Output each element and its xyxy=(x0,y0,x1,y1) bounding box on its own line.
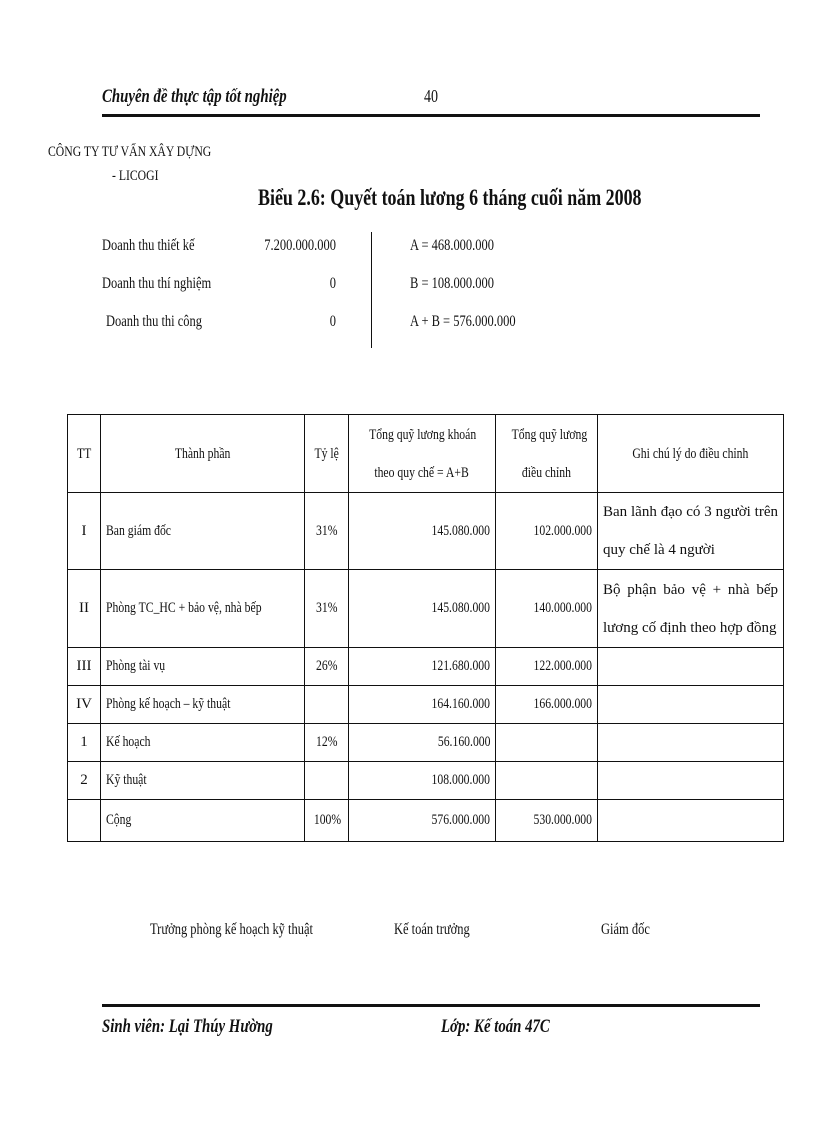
calc-a: A = 468.000.000 xyxy=(410,237,495,254)
cell-khoan: 164.160.000 xyxy=(349,686,496,724)
cell-khoan: 108.000.000 xyxy=(349,762,496,800)
table-row xyxy=(68,724,784,762)
table-row xyxy=(68,493,784,570)
col-header-thanh-phan: Thành phần xyxy=(101,415,305,493)
cell-ty-le: 26% xyxy=(305,648,349,686)
cell-khoan: 576.000.000 xyxy=(349,800,496,842)
col-header-tt: TT xyxy=(68,415,101,493)
revenue-value: 0 xyxy=(329,313,336,330)
revenue-label: Doanh thu thiết kế xyxy=(102,237,195,254)
cell-ghi-chu xyxy=(598,724,784,762)
cell-dieu-chinh: 530.000.000 xyxy=(496,800,598,842)
cell-dieu-chinh: 166.000.000 xyxy=(496,686,598,724)
header-rule xyxy=(102,114,760,117)
footer-student: Sinh viên: Lại Thúy Hường xyxy=(102,1016,273,1037)
cell-tt: III xyxy=(68,648,101,686)
cell-tt: I xyxy=(68,493,101,570)
salary-settlement-table xyxy=(67,414,784,842)
cell-tt: IV xyxy=(68,686,101,724)
cell-ty-le xyxy=(305,762,349,800)
cell-dieu-chinh: 140.000.000 xyxy=(496,570,598,648)
cell-tt: 2 xyxy=(68,762,101,800)
cell-ty-le: 100% xyxy=(305,800,349,842)
cell-khoan: 145.080.000 xyxy=(349,570,496,648)
cell-thanh-phan: Ban giám đốc xyxy=(101,493,305,570)
revenue-divider xyxy=(371,232,372,348)
table-total-row xyxy=(68,800,784,842)
table-row xyxy=(68,648,784,686)
cell-khoan: 145.080.000 xyxy=(349,493,496,570)
company-name: CÔNG TY TƯ VẤN XÂY DỰNG xyxy=(48,144,212,160)
cell-thanh-phan: Phòng kế hoạch – kỹ thuật xyxy=(101,686,305,724)
table-row xyxy=(68,570,784,648)
calc-sum: A + B = 576.000.000 xyxy=(410,313,516,330)
document-title: Biểu 2.6: Quyết toán lương 6 tháng cuối năm 2008 xyxy=(258,185,642,210)
cell-tt xyxy=(68,800,101,842)
cell-ghi-chu xyxy=(598,648,784,686)
table-header-row xyxy=(68,415,784,493)
cell-ty-le: 12% xyxy=(305,724,349,762)
cell-thanh-phan: Kế hoạch xyxy=(101,724,305,762)
cell-thanh-phan: Phòng TC_HC + bảo vệ, nhà bếp xyxy=(101,570,305,648)
cell-ghi-chu: Bộ phận bảo vệ + nhà bếp lương cố định theo hợp đồng xyxy=(598,570,784,648)
cell-dieu-chinh: 102.000.000 xyxy=(496,493,598,570)
company-subname: - LICOGI xyxy=(112,168,159,184)
cell-thanh-phan: Cộng xyxy=(101,800,305,842)
revenue-label: Doanh thu thi công xyxy=(106,313,203,330)
revenue-value: 0 xyxy=(329,275,336,292)
col-header-ty-le: Tỷ lệ xyxy=(305,415,349,493)
footer-class: Lớp: Kế toán 47C xyxy=(441,1016,550,1037)
cell-dieu-chinh xyxy=(496,724,598,762)
col-header-ghi-chu: Ghi chú lý do điều chỉnh xyxy=(598,415,784,493)
signature-chief-accountant: Kế toán trưởng xyxy=(394,921,470,938)
footer-rule xyxy=(102,1004,760,1007)
cell-khoan: 121.680.000 xyxy=(349,648,496,686)
revenue-label: Doanh thu thí nghiệm xyxy=(102,275,212,292)
cell-tt: 1 xyxy=(68,724,101,762)
calc-b: B = 108.000.000 xyxy=(410,275,495,292)
col-header-quy-luong-dieu-chinh: Tổng quỹ lương điều chỉnh xyxy=(496,415,598,493)
cell-ghi-chu: Ban lãnh đạo có 3 người trên quy chế là 4 người xyxy=(598,493,784,570)
table-row xyxy=(68,762,784,800)
cell-tt: II xyxy=(68,570,101,648)
cell-ty-le: 31% xyxy=(305,493,349,570)
cell-ty-le xyxy=(305,686,349,724)
cell-ty-le: 31% xyxy=(305,570,349,648)
cell-ghi-chu xyxy=(598,762,784,800)
cell-thanh-phan: Phòng tài vụ xyxy=(101,648,305,686)
header-title: Chuyên đề thực tập tốt nghiệp xyxy=(102,86,287,107)
table-row xyxy=(68,686,784,724)
page-number: 40 xyxy=(424,86,439,106)
signature-director: Giám đốc xyxy=(601,921,650,938)
cell-dieu-chinh: 122.000.000 xyxy=(496,648,598,686)
cell-ghi-chu xyxy=(598,800,784,842)
cell-dieu-chinh xyxy=(496,762,598,800)
col-header-quy-luong-khoan: Tổng quỹ lương khoán theo quy chế = A+B xyxy=(349,415,496,493)
signature-planning-head: Trưởng phòng kế hoạch kỹ thuật xyxy=(150,921,313,938)
cell-ghi-chu xyxy=(598,686,784,724)
cell-thanh-phan: Kỹ thuật xyxy=(101,762,305,800)
revenue-value: 7.200.000.000 xyxy=(264,237,336,254)
cell-khoan: 56.160.000 xyxy=(349,724,496,762)
